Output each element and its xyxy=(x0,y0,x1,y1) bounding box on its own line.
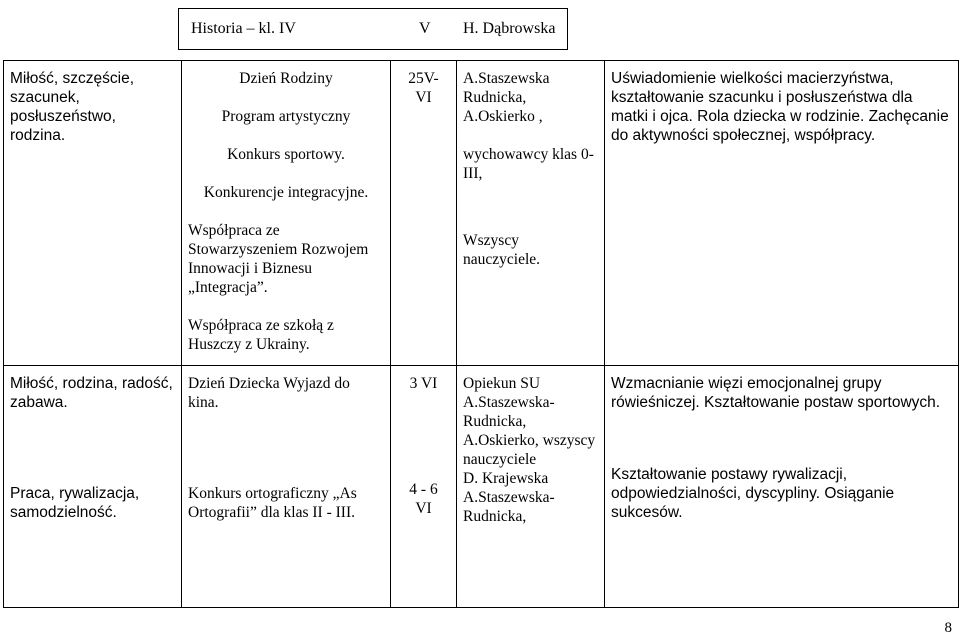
header-subject: Historia – kl. IV xyxy=(191,20,296,37)
responsible-text: Wszyscy nauczyciele. xyxy=(463,232,541,268)
responsible-cell xyxy=(457,366,605,608)
values-text: Miłość, szczęście, szacunek, posłuszeństwo, rodzina. xyxy=(10,70,135,144)
event-item: Współpraca ze szkołą z Huszczy z Ukrainy. xyxy=(188,317,334,353)
values-cell xyxy=(4,61,182,366)
event-item: Konkurencje integracyjne. xyxy=(203,184,369,201)
values-cell xyxy=(4,366,182,608)
date-text: 4 - 6 VI xyxy=(409,481,438,517)
events-cell xyxy=(182,366,391,608)
goals-text: Kształtowanie postawy rywalizacji, odpowiedzialności, dyscypliny. Osiąganie sukcesów. xyxy=(611,466,895,521)
schedule-table xyxy=(3,60,959,608)
responsible-text: D. Krajewska A.Staszewska-Rudnicka, xyxy=(463,470,555,525)
values-text: Praca, rywalizacja, samodzielność. xyxy=(10,485,140,521)
responsible-text: wychowawcy klas 0-III, xyxy=(463,146,594,182)
date-cell xyxy=(391,366,457,608)
responsible-text: A.Staszewska Rudnicka, A.Oskierko , xyxy=(463,70,550,125)
date-text: 25V-VI xyxy=(408,70,439,106)
responsible-text: Opiekun SU A.Staszewska-Rudnicka, A.Oskierko, wszyscy nauczyciele xyxy=(463,375,596,468)
goals-cell xyxy=(605,61,959,366)
header-teacher: H. Dąbrowska xyxy=(463,20,556,37)
header-class: V xyxy=(419,20,431,37)
goals-text: Wzmacnianie więzi emocjonalnej grupy rówieśniczej. Kształtowanie postaw sportowych. xyxy=(611,375,941,411)
page-number: 8 xyxy=(944,620,952,636)
values-text: Miłość, rodzina, radość, zabawa. xyxy=(10,375,173,411)
event-item: Dzień Rodziny xyxy=(239,70,333,87)
date-cell xyxy=(391,61,457,366)
table-row xyxy=(4,366,959,608)
goals-text: Uświadomienie wielkości macierzyństwa, kształtowanie szacunku i posłuszeństwa dla matki i ojca. Rola dziecka w rodzinie. Zachęcanie do aktywności społecznej, współpracy. xyxy=(611,70,949,144)
event-item: Program artystyczny xyxy=(221,108,351,125)
event-item: Współpraca ze Stowarzyszeniem Rozwojem Innowacji i Biznesu „Integracja”. xyxy=(188,222,369,296)
responsible-cell xyxy=(457,61,605,366)
date-text: 3 VI xyxy=(409,375,438,392)
events-cell xyxy=(182,61,391,366)
header-bar xyxy=(178,8,568,50)
goals-cell xyxy=(605,366,959,608)
table-row xyxy=(4,61,959,366)
event-item: Konkurs ortograficzny „As Ortografii” dla klas II - III. xyxy=(188,485,357,521)
event-item: Dzień Dziecka Wyjazd do kina. xyxy=(188,375,350,411)
event-item: Konkurs sportowy. xyxy=(227,146,345,163)
